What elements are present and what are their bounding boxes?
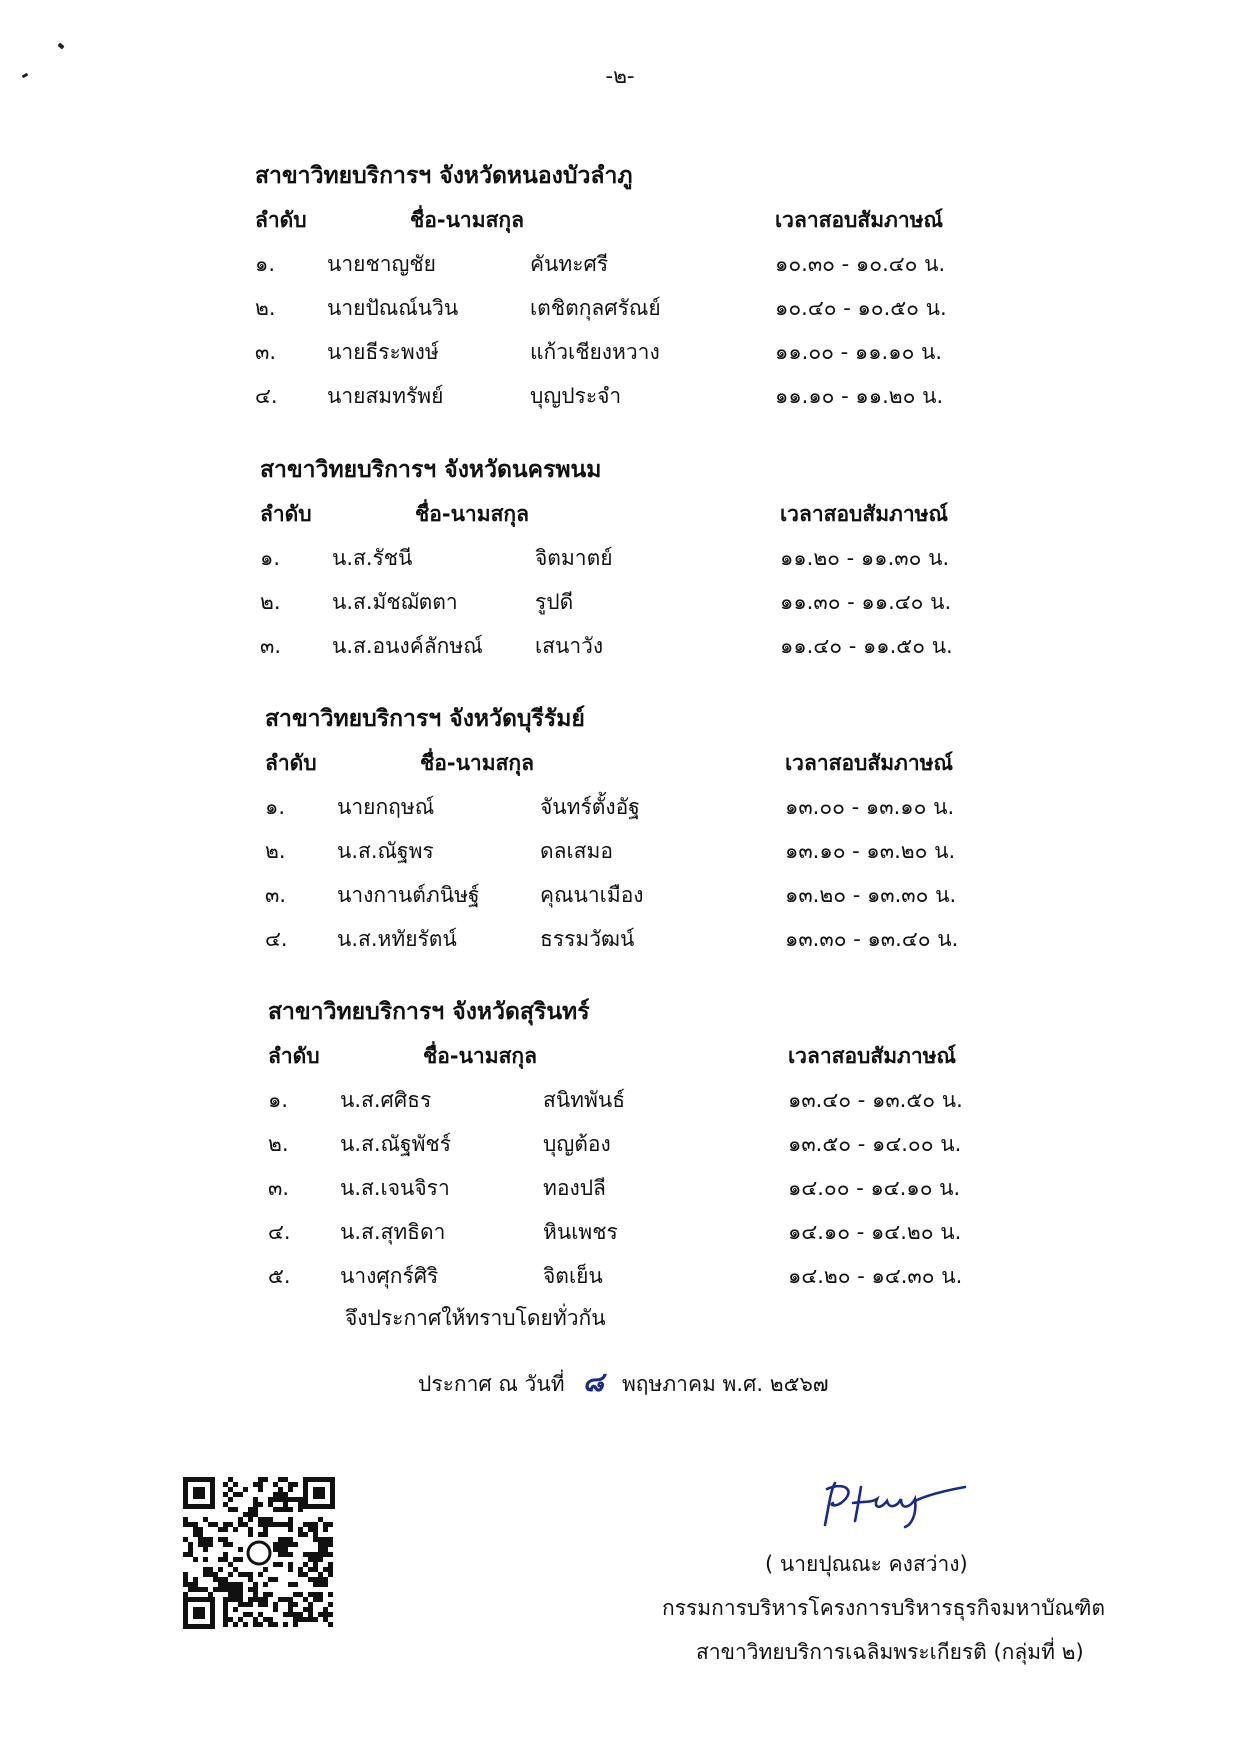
row-number: ๔. — [255, 384, 278, 408]
first-name: นายกฤษณ์ — [337, 795, 435, 819]
table-row — [265, 917, 1025, 961]
section-nakhonphanom — [260, 448, 1020, 668]
row-number: ๕. — [268, 1264, 291, 1288]
header-time: เวลาสอบสัมภาษณ์ — [775, 208, 944, 232]
page-number: -๒- — [605, 64, 635, 88]
section-title: สาขาวิทยบริการฯ จังหวัดหนองบัวลำภู — [255, 163, 633, 189]
table-row — [260, 624, 1020, 668]
signer-title-line1: กรรมการบริหารโครงการบริหารธุรกิจมหาบัณฑิต — [662, 1596, 1106, 1620]
first-name: น.ส.อนงค์ลักษณ์ — [332, 634, 483, 658]
first-name: น.ส.ณัฐพร — [337, 839, 434, 863]
interview-time: ๑๔.๒๐ - ๑๔.๓๐ น. — [788, 1264, 963, 1288]
interview-time: ๑๓.๔๐ - ๑๓.๕๐ น. — [788, 1088, 963, 1112]
table-row — [268, 1078, 1028, 1122]
announce-month-year: พฤษภาคม พ.ศ. ๒๕๖๗ — [621, 1372, 829, 1396]
header-name: ชื่อ-นามสกุล — [410, 208, 524, 232]
header-time: เวลาสอบสัมภาษณ์ — [780, 502, 949, 526]
row-number: ๓. — [265, 883, 287, 907]
table-row — [265, 829, 1025, 873]
row-number: ๔. — [265, 927, 288, 951]
first-name: น.ส.ณัฐพัชร์ — [340, 1132, 451, 1156]
last-name: จิตมาตย์ — [535, 546, 613, 570]
last-name: รูปดี — [535, 590, 574, 614]
table-row — [268, 1254, 1028, 1298]
last-name: ธรรมวัฒน์ — [540, 927, 635, 951]
section-title: สาขาวิทยบริการฯ จังหวัดนครพนม — [260, 457, 602, 483]
signature — [815, 1475, 975, 1535]
first-name: น.ส.มัชฌัตตา — [332, 590, 458, 614]
first-name: น.ส.หทัยรัตน์ — [337, 927, 457, 951]
scan-speck — [57, 43, 64, 50]
announcement-date — [418, 1360, 829, 1403]
signer-title-line2: สาขาวิทยบริการเฉลิมพระเกียรติ (กลุ่มที่ ๒) — [696, 1640, 1084, 1664]
row-number: ๑. — [255, 252, 276, 276]
header-name: ชื่อ-นามสกุล — [420, 751, 534, 775]
first-name: นายชาญชัย — [327, 252, 436, 276]
first-name: นายสมทรัพย์ — [327, 384, 444, 408]
table-row — [265, 785, 1025, 829]
table-row — [268, 1166, 1028, 1210]
signer-name: ( นายปุณณะ คงสว่าง) — [765, 1552, 968, 1576]
last-name: จันทร์ตั้งอัฐ — [540, 795, 640, 819]
table-row — [260, 580, 1020, 624]
header-order: ลำดับ — [265, 751, 317, 775]
header-time: เวลาสอบสัมภาษณ์ — [785, 751, 954, 775]
first-name: นางศุกร์ศิริ — [340, 1264, 439, 1288]
first-name: น.ส.สุทธิดา — [340, 1220, 446, 1244]
interview-time: ๑๐.๓๐ - ๑๐.๔๐ น. — [775, 252, 946, 276]
interview-time: ๑๐.๔๐ - ๑๐.๕๐ น. — [775, 296, 947, 320]
last-name: แก้วเชียงหวาง — [530, 340, 660, 364]
first-name: น.ส.ศศิธร — [340, 1088, 432, 1112]
interview-time: ๑๑.๒๐ - ๑๑.๓๐ น. — [780, 546, 950, 570]
table-row — [268, 1122, 1028, 1166]
interview-time: ๑๑.๑๐ - ๑๑.๒๐ น. — [775, 384, 944, 408]
header-name: ชื่อ-นามสกุล — [415, 502, 529, 526]
first-name: น.ส.เจนจิรา — [340, 1176, 450, 1200]
table-header — [265, 741, 1025, 785]
interview-time: ๑๓.๓๐ - ๑๓.๔๐ น. — [785, 927, 959, 951]
row-number: ๒. — [255, 296, 276, 320]
last-name: บุญประจำ — [530, 384, 622, 408]
row-number: ๒. — [260, 590, 281, 614]
row-number: ๓. — [260, 634, 282, 658]
interview-time: ๑๔.๑๐ - ๑๔.๒๐ น. — [788, 1220, 962, 1244]
first-name: นางกานต์ภนิษฐ์ — [337, 883, 480, 907]
section-surin — [268, 990, 1028, 1298]
section-title: สาขาวิทยบริการฯ จังหวัดบุรีรัมย์ — [265, 706, 585, 732]
section-title: สาขาวิทยบริการฯ จังหวัดสุรินทร์ — [268, 999, 590, 1025]
interview-time: ๑๑.๓๐ - ๑๑.๔๐ น. — [780, 590, 952, 614]
first-name: น.ส.รัชนี — [332, 546, 413, 570]
header-order: ลำดับ — [268, 1044, 320, 1068]
qr-logo-icon — [248, 1542, 270, 1564]
table-row — [255, 330, 1015, 374]
section-nongbualamphu — [255, 154, 1015, 418]
last-name: ทองปลี — [543, 1176, 606, 1200]
table-header — [268, 1034, 1028, 1078]
interview-time: ๑๑.๐๐ - ๑๑.๑๐ น. — [775, 340, 943, 364]
handwritten-day: ๘ — [582, 1367, 604, 1398]
table-header — [260, 492, 1020, 536]
table-row — [255, 242, 1015, 286]
row-number: ๑. — [268, 1088, 289, 1112]
header-time: เวลาสอบสัมภาษณ์ — [788, 1044, 957, 1068]
table-row — [260, 536, 1020, 580]
last-name: จิตเย็น — [543, 1264, 603, 1288]
row-number: ๑. — [260, 546, 281, 570]
last-name: สนิทพันธ์ — [543, 1088, 626, 1112]
last-name: ดลเสมอ — [540, 839, 613, 863]
interview-time: ๑๓.๑๐ - ๑๓.๒๐ น. — [785, 839, 956, 863]
interview-time: ๑๓.๐๐ - ๑๓.๑๐ น. — [785, 795, 955, 819]
table-row — [265, 873, 1025, 917]
header-order: ลำดับ — [255, 208, 307, 232]
row-number: ๒. — [268, 1132, 289, 1156]
header-name: ชื่อ-นามสกุล — [423, 1044, 537, 1068]
table-row — [255, 374, 1015, 418]
qr-code — [183, 1477, 335, 1629]
table-row — [268, 1210, 1028, 1254]
first-name: นายธีระพงษ์ — [327, 340, 439, 364]
row-number: ๓. — [268, 1176, 290, 1200]
last-name: บุญต้อง — [543, 1132, 611, 1156]
row-number: ๒. — [265, 839, 286, 863]
section-buriram — [265, 697, 1025, 961]
first-name: นายปัณณ์นวิน — [327, 296, 459, 320]
last-name: คันทะศรี — [530, 252, 609, 276]
interview-time: ๑๔.๐๐ - ๑๔.๑๐ น. — [788, 1176, 961, 1200]
last-name: เตชิตกุลศรัณย์ — [530, 296, 661, 320]
interview-time: ๑๑.๔๐ - ๑๑.๕๐ น. — [780, 634, 953, 658]
table-row — [255, 286, 1015, 330]
last-name: คุณนาเมือง — [540, 883, 644, 907]
table-header — [255, 198, 1015, 242]
interview-time: ๑๓.๕๐ - ๑๔.๐๐ น. — [788, 1132, 962, 1156]
last-name: เสนาวัง — [535, 634, 604, 658]
interview-time: ๑๓.๒๐ - ๑๓.๓๐ น. — [785, 883, 957, 907]
announce-prefix: ประกาศ ณ วันที่ — [418, 1372, 565, 1396]
row-number: ๓. — [255, 340, 277, 364]
row-number: ๑. — [265, 795, 286, 819]
row-number: ๔. — [268, 1220, 291, 1244]
header-order: ลำดับ — [260, 502, 312, 526]
last-name: หินเพชร — [543, 1220, 618, 1244]
closing-statement: จึงประกาศให้ทราบโดยทั่วกัน — [345, 1306, 606, 1330]
